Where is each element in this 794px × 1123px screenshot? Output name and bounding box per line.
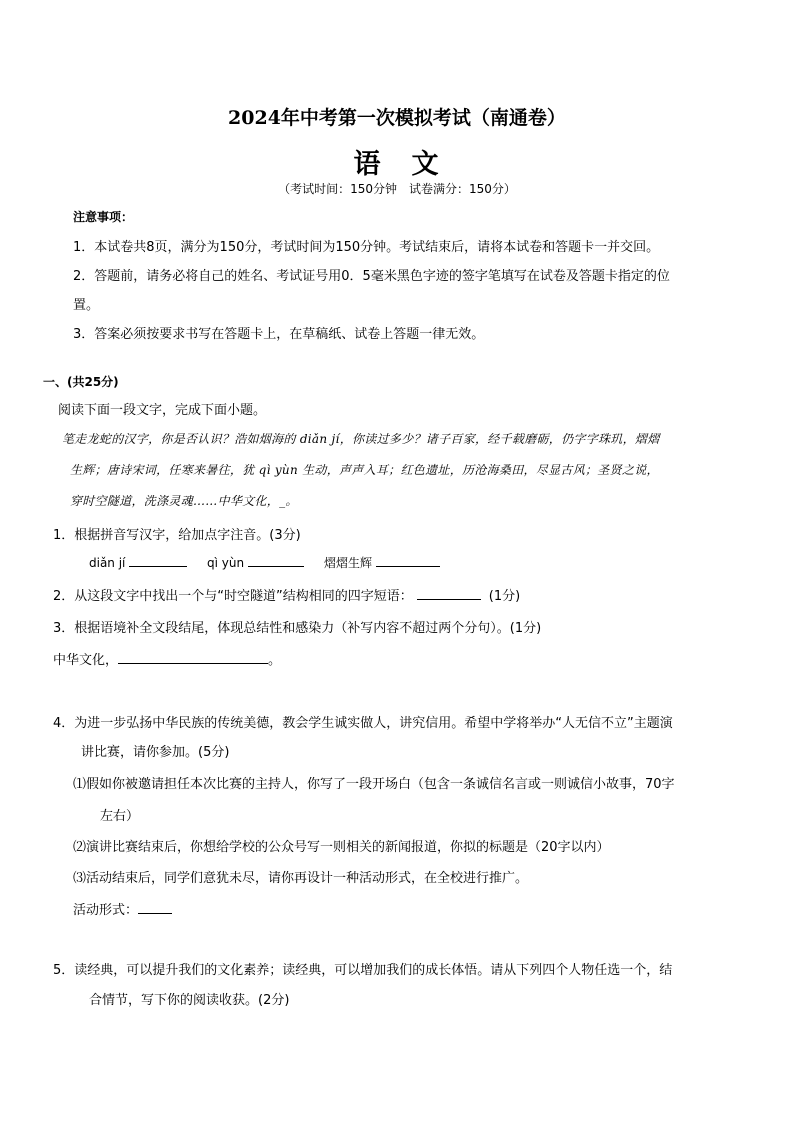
q1-item-1 — [89, 554, 187, 570]
exam-title: 2024年中考第一次模拟考试（南通卷） — [228, 107, 566, 129]
q1-item-1-label: diǎn jí — [89, 556, 126, 570]
q4-activity-label: 活动形式： — [73, 903, 139, 918]
passage-line-2: 生辉；唐诗宋词，任寒来暑往，犹 qì yùn 生动，声声入耳；红色遗址，历沧海桑田，尽显古风；圣贤之说， — [70, 463, 659, 477]
q1-item-3-label: 熠熠生辉 — [324, 556, 373, 570]
question-2 — [53, 585, 520, 604]
q4-sub-1-cont: 左右） — [100, 809, 140, 824]
section1-instruction: 阅读下面一段文字，完成下面小题。 — [58, 403, 267, 418]
passage-line-1: 笔走龙蛇的汉字，你是否认识？浩如烟海的 diǎn jí，你读过多少？诸子百家，经千载磨砺，仍字字珠玑，熠熠 — [62, 432, 660, 446]
answer-blank[interactable] — [376, 554, 440, 567]
exam-time-info: （考试时间：150分钟 试卷满分：150分） — [278, 182, 516, 196]
note-item-3: 3．答案必须按要求书写在答题卡上，在草稿纸、试卷上答题一律无效。 — [73, 327, 485, 342]
question-4: 4．为进一步弘扬中华民族的传统美德，教会学生诚实做人，讲究信用。希望中学将举办“人无信不立”主题演 — [53, 716, 673, 731]
question-3: 3．根据语境补全文段结尾，体现总结性和感染力（补写内容不超过两个分句）。(1分) — [53, 621, 542, 636]
answer-blank[interactable] — [248, 554, 304, 567]
answer-blank[interactable] — [417, 587, 481, 600]
passage-line-3: 穿时空隧道，洗涤灵魂……中华文化，_。 — [70, 494, 298, 508]
note-item-2-cont: 置。 — [73, 298, 100, 313]
q3-suffix: 。 — [268, 653, 282, 668]
q4-sub-1: ⑴假如你被邀请担任本次比赛的主持人，你写了一段开场白（包含一条诚信名言或一则诚信小故事，70字 — [73, 777, 675, 792]
note-item-2: 2．答题前，请务必将自己的姓名、考试证号用0．5毫米黑色字迹的签字笔填写在试卷及答题卡指定的位 — [73, 269, 670, 284]
answer-blank[interactable] — [129, 554, 187, 567]
notes-heading: 注意事项： — [73, 210, 134, 224]
q4-activity-line — [73, 899, 172, 918]
q4-sub-3: ⑶活动结束后，同学们意犹未尽，请你再设计一种活动形式，在全校进行推广。 — [73, 871, 529, 886]
question-1: 1．根据拼音写汉字，给加点字注音。(3分) — [53, 528, 301, 543]
answer-blank[interactable] — [138, 901, 172, 914]
q1-item-2 — [207, 554, 304, 570]
subject-title: 语 文 — [353, 149, 441, 180]
q1-item-3 — [324, 554, 440, 571]
question-4-cont: 讲比赛，请你参加。(5分) — [81, 745, 230, 760]
section1-heading: 一、(共25分) — [43, 375, 119, 389]
answer-blank[interactable] — [118, 651, 268, 664]
question-5: 5．读经典，可以提升我们的文化素养；读经典，可以增加我们的成长体悟。请从下列四个人物任选一个，结 — [53, 963, 673, 978]
note-item-1: 1．本试卷共8页，满分为150分，考试时间为150分钟。考试结束后，请将本试卷和答题卡一并交回。 — [73, 240, 660, 255]
q1-item-2-label: qì yùn — [207, 556, 245, 570]
q3-prefix: 中华文化， — [53, 653, 119, 668]
question-5-cont: 合情节，写下你的阅读收获。(2分) — [89, 993, 290, 1008]
q3-answer-line — [53, 649, 281, 668]
question-2-score: (1分) — [488, 589, 521, 604]
q4-sub-2: ⑵演讲比赛结束后，你想给学校的公众号写一则相关的新闻报道，你拟的标题是（20字以内） — [73, 840, 610, 855]
question-2-text: 2．从这段文字中找出一个与“时空隧道”结构相同的四字短语： — [53, 589, 413, 604]
